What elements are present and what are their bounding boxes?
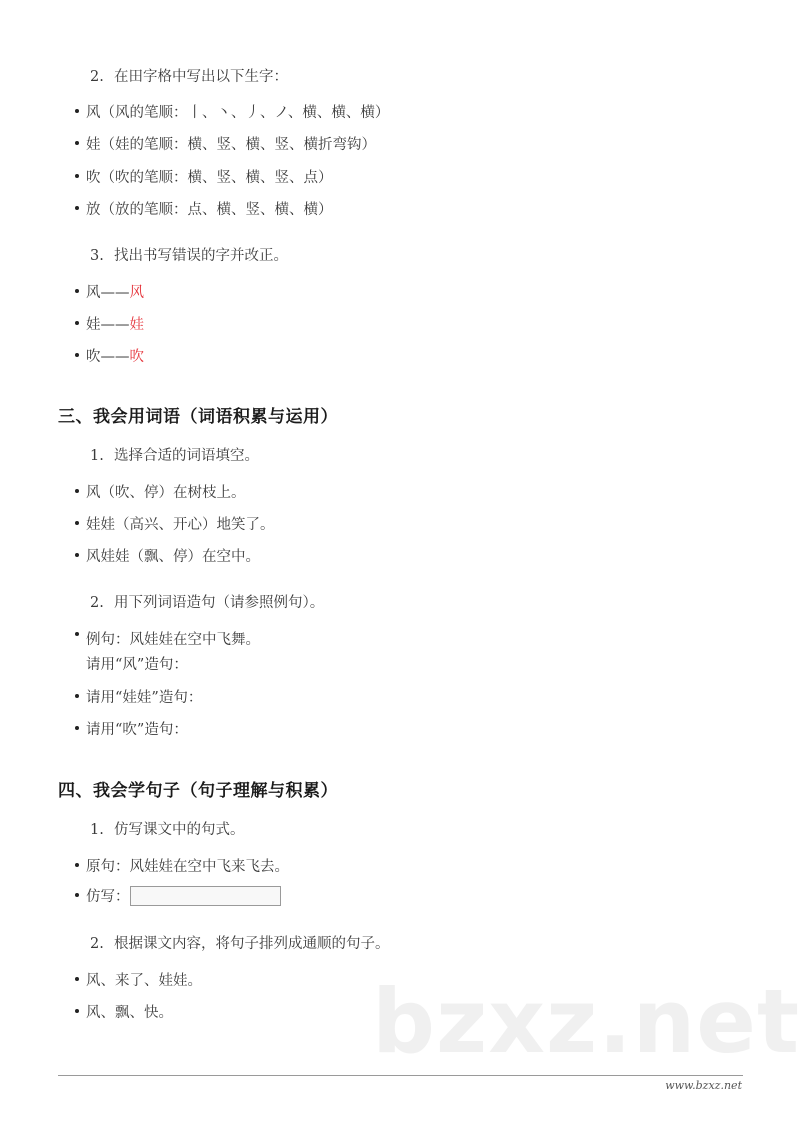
bullet-icon [75, 521, 79, 525]
bullet-icon [75, 977, 79, 981]
list-item: 仿写： [75, 885, 281, 907]
wrong-char: 娃 [86, 317, 101, 333]
wrong-char: 风 [86, 285, 101, 301]
dash: —— [100, 285, 130, 301]
list-item: 请用“吹”造句： [75, 718, 188, 739]
question-number: 1. [90, 448, 104, 464]
question-number: 1. [90, 822, 104, 838]
list-item: 风、来了、娃娃。 [75, 969, 202, 990]
question-number: 3. [90, 248, 104, 264]
question-2-title: 2. 根据课文内容，将句子排列成通顺的句子。 [90, 936, 390, 952]
bullet-icon [75, 206, 79, 210]
bullet-icon [75, 632, 79, 636]
bullet-icon [75, 863, 79, 867]
list-item: 风（风的笔顺：丨、丶、丿、ノ、横、横、横） [75, 101, 389, 122]
footer-url: www.bzxz.net [665, 1079, 742, 1092]
list-item: 娃娃（高兴、开心）地笑了。 [75, 513, 275, 534]
bullet-icon [75, 893, 79, 897]
corrected-char: 娃 [129, 317, 144, 333]
bullet-icon [75, 174, 79, 178]
bullet-icon [75, 321, 79, 325]
question-1-title: 1. 仿写课文中的句式。 [90, 822, 245, 838]
question-3-title: 3. 找出书写错误的字并改正。 [90, 248, 288, 264]
list-item: 娃（娃的笔顺：横、竖、横、竖、横折弯钩） [75, 133, 376, 154]
bullet-icon [75, 289, 79, 293]
correction-item [75, 281, 144, 302]
question-2-title: 2. 用下列词语造句（请参照例句）。 [90, 595, 325, 611]
list-item: 风、飘、快。 [75, 1001, 173, 1022]
question-number: 2. [90, 595, 104, 611]
bullet-icon [75, 353, 79, 357]
bullet-icon [75, 489, 79, 493]
question-number: 2. [90, 936, 104, 952]
wrong-char: 吹 [86, 349, 101, 365]
dash: —— [100, 349, 130, 365]
footer-divider [58, 1075, 743, 1076]
bullet-icon [75, 141, 79, 145]
question-number: 2. [90, 69, 104, 85]
correction-item [75, 345, 144, 366]
bullet-icon [75, 109, 79, 113]
bullet-icon [75, 1009, 79, 1013]
bullet-icon [75, 694, 79, 698]
list-item: 请用“娃娃”造句： [75, 686, 202, 707]
list-item: 风（吹、停）在树枝上。 [75, 481, 246, 502]
corrected-char: 吹 [129, 349, 144, 365]
bullet-icon [75, 553, 79, 557]
bullet-icon [75, 726, 79, 730]
imitate-answer-input[interactable] [130, 886, 281, 906]
list-item: 例句：风娃娃在空中飞舞。 请用“风”造句： [75, 628, 260, 674]
corrected-char: 风 [129, 285, 144, 301]
question-1-title: 1. 选择合适的词语填空。 [90, 448, 259, 464]
list-item: 放（放的笔顺：点、横、竖、横、横） [75, 198, 333, 219]
list-item: 吹（吹的笔顺：横、竖、横、竖、点） [75, 166, 333, 187]
watermark: bzxz.net [372, 970, 800, 1073]
section-heading: 四、我会学句子（句子理解与积累） [58, 781, 338, 801]
dash: —— [100, 317, 130, 333]
section-heading: 三、我会用词语（词语积累与运用） [58, 407, 338, 427]
correction-item [75, 313, 144, 334]
question-2-title: 2. 在田字格中写出以下生字： [90, 69, 288, 85]
list-item: 风娃娃（飘、停）在空中。 [75, 545, 260, 566]
list-item: 原句：风娃娃在空中飞来飞去。 [75, 855, 289, 876]
